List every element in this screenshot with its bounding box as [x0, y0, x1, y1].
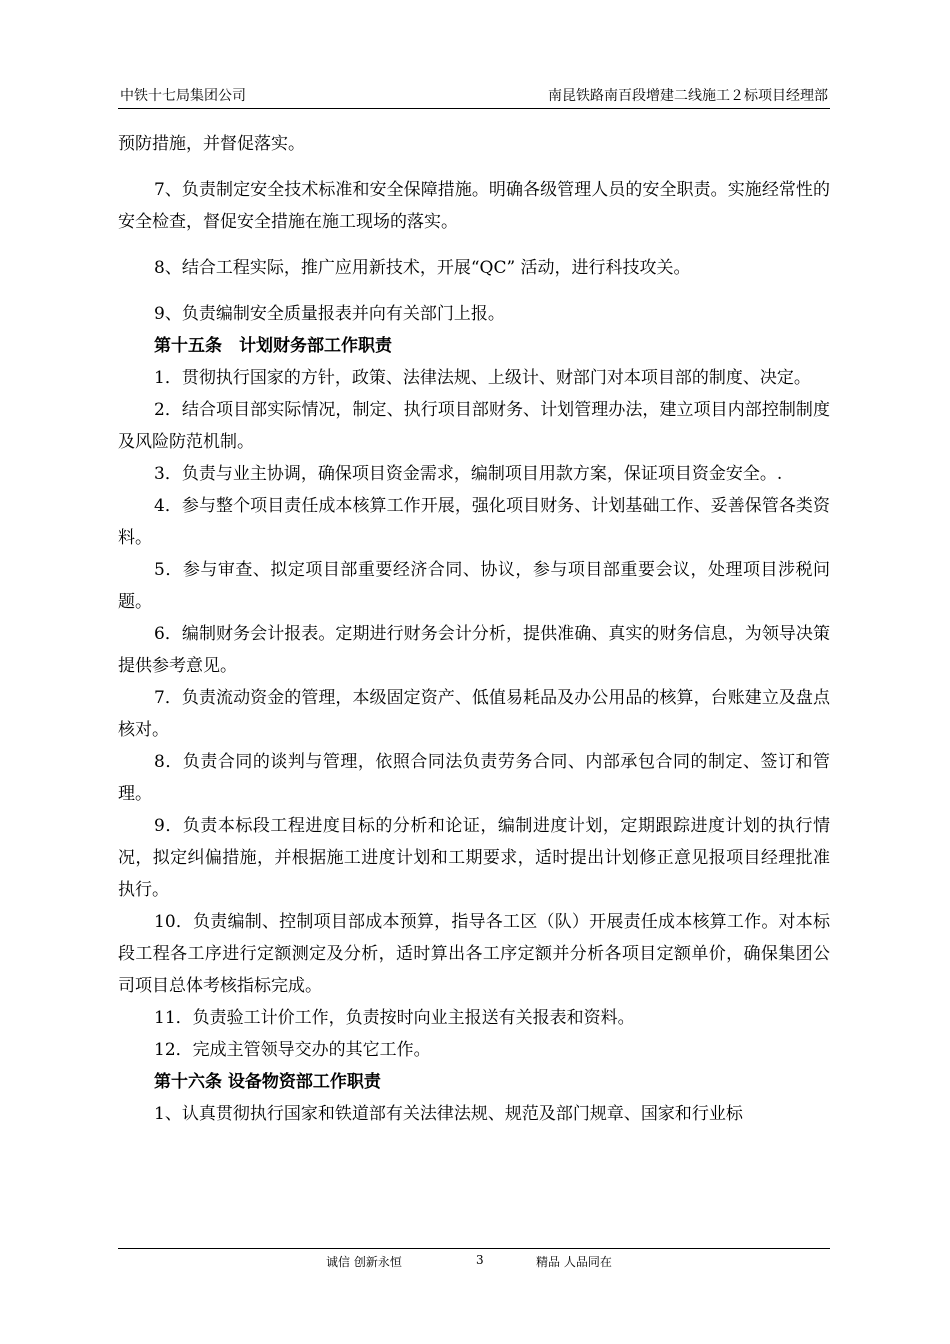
section-15-item: 6．编制财务会计报表。定期进行财务会计分析，提供准确、真实的财务信息，为领导决策提供参考意见。	[118, 624, 830, 676]
footer-motto-left: 诚信 创新永恒	[326, 1255, 402, 1269]
section-15-title: 第十五条 计划财务部工作职责	[154, 336, 392, 356]
page-footer	[118, 1248, 830, 1271]
page-header	[118, 82, 830, 109]
section-15-item: 4．参与整个项目责任成本核算工作开展，强化项目财务、计划基础工作、妥善保管各类资料。	[118, 496, 830, 548]
section-15-item: 5．参与审查、拟定项目部重要经济合同、协议，参与项目部重要会议，处理项目涉税问题。	[118, 560, 830, 612]
section-15-item: 10．负责编制、控制项目部成本预算，指导各工区（队）开展责任成本核算工作。对本标段工程各工序进行定额测定及分析，适时算出各工序定额并分析各项目定额单价，确保集团公司项目总体考核指标完成。	[118, 912, 830, 996]
section-15-item: 9．负责本标段工程进度目标的分析和论证，编制进度计划，定期跟踪进度计划的执行情况，拟定纠偏措施，并根据施工进度计划和工期要求，适时提出计划修正意见报项目经理批准执行。	[118, 816, 830, 900]
paragraph: 7、负责制定安全技术标准和安全保障措施。明确各级管理人员的安全职责。实施经常性的安全检查，督促安全措施在施工现场的落实。	[118, 180, 830, 232]
page-number: 3	[476, 1253, 484, 1267]
document-body	[118, 128, 830, 1130]
section-16-item: 1、认真贯彻执行国家和铁道部有关法律法规、规范及部门规章、国家和行业标	[154, 1104, 743, 1124]
section-15-item: 3．负责与业主协调，确保项目资金需求，编制项目用款方案，保证项目资金安全。.	[154, 464, 783, 484]
paragraph: 预防措施，并督促落实。	[118, 134, 305, 154]
section-15-item: 12．完成主管领导交办的其它工作。	[154, 1040, 431, 1060]
header-project: 南昆铁路南百段增建二线施工２标项目经理部	[548, 88, 828, 104]
section-16-title: 第十六条 设备物资部工作职责	[154, 1072, 381, 1092]
paragraph: 9、负责编制安全质量报表并向有关部门上报。	[154, 304, 505, 324]
section-15-item: 2．结合项目部实际情况，制定、执行项目部财务、计划管理办法，建立项目内部控制制度及风险防范机制。	[118, 400, 830, 452]
section-15-item: 7．负责流动资金的管理，本级固定资产、低值易耗品及办公用品的核算，台账建立及盘点核对。	[118, 688, 830, 740]
header-company: 中铁十七局集团公司	[120, 88, 246, 104]
paragraph: 8、结合工程实际，推广应用新技术，开展“QC” 活动，进行科技攻关。	[154, 258, 691, 278]
section-15-item: 1．贯彻执行国家的方针，政策、法律法规、上级计、财部门对本项目部的制度、决定。	[154, 368, 811, 388]
footer-motto-right: 精品 人品同在	[536, 1255, 612, 1269]
section-15-item: 11．负责验工计价工作，负责按时向业主报送有关报表和资料。	[154, 1008, 635, 1028]
section-15-item: 8．负责合同的谈判与管理，依照合同法负责劳务合同、内部承包合同的制定、签订和管理。	[118, 752, 830, 804]
